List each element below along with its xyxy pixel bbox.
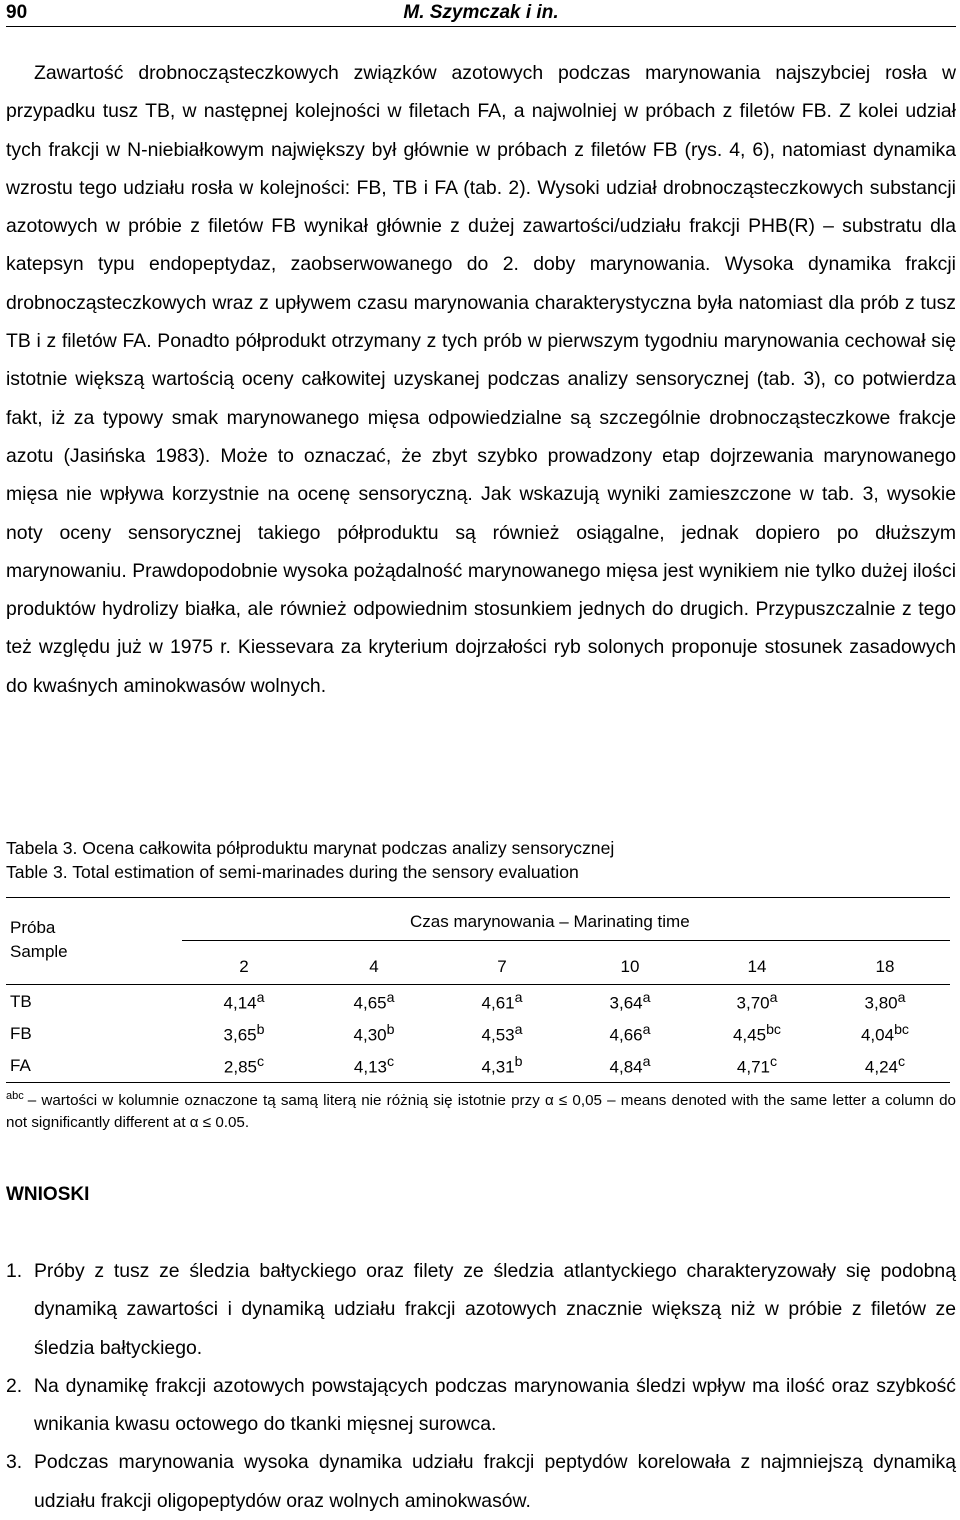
cell-value: 4,04 — [860, 1025, 895, 1045]
page-header — [6, 2, 956, 27]
table-cell — [712, 990, 802, 1014]
table-subheader-rule — [182, 940, 950, 941]
cell-superscript: a — [897, 990, 906, 1006]
table-header-sample — [10, 916, 68, 964]
cell-value: 3,70 — [736, 993, 770, 1013]
cell-superscript: bc — [766, 1022, 782, 1038]
table-cell — [840, 990, 930, 1014]
cell-superscript: a — [256, 990, 265, 1006]
page-number: 90 — [6, 2, 28, 23]
sample-header-pl: Próba — [10, 918, 56, 937]
cell-superscript: a — [642, 1054, 651, 1070]
table-cell — [840, 1022, 930, 1046]
item-number: 3. — [6, 1451, 23, 1474]
table-footnote — [6, 1090, 956, 1134]
list-item — [6, 1367, 956, 1444]
cell-value: 4,71 — [736, 1057, 770, 1077]
item-text: Próby z tusz ze śledzia bałtyckiego oraz filety ze śledzia atlantyckiego charakteryzowały się podobną dynamiką zawartości i dynamiką udziału frakcji azotowych znacznie większą niż w próbie z filetów ze śledzia bałtyckiego. — [34, 1260, 956, 1359]
cell-value: 4,31 — [481, 1057, 515, 1077]
table-cell — [457, 1054, 547, 1078]
cell-value: 4,66 — [609, 1025, 643, 1045]
body-paragraph: Zawartość drobnocząsteczkowych związków azotowych podczas marynowania najszybciej rosła w przypadku tusz TB, w następnej kolejności w filetach FA, a najwolniej w próbach z filetów FB. Z kolei udział tych frakcji w N-niebiałkowym największy był głównie w próbach z filetów FB (rys. 4, 6), natomiast dynamika wzrostu tego udziału rosła w kolejności: FB, TB i FA (tab. 2). Wysoki udział drobnocząsteczkowych substancji azotowych w próbie z filetów FB wynikał głównie z dużej zawartości/udziału frakcji PHB(R) – substratu dla katepsyn typu endopeptydaz, zaobserwowanego do 2. doby marynowania. Wysoka dynamika frakcji drobnocząsteczkowych wraz z upływem czasu marynowania charakterystyczna była natomiast dla prób z tusz TB i z filetów FA. Ponadto półprodukt otrzymany z tych prób w pierwszym tygodniu marynowania cechował się istotnie większą wartością oceny całkowitej uzyskanej podczas analizy sensorycznej (tab. 3), co potwierdza fakt, iż za typowy smak marynowanego mięsa odpowiedzialne są szczególnie drobnocząsteczkowe frakcje azotu (Jasińska 1983). Może to oznaczać, że zbyt szybko prowadzony etap dojrzewania marynowanego mięsa nie wpływa korzystnie na ocenę sensoryczną. Jak wskazują wyniki zamieszczone w tab. 3, wysokie noty oceny sensorycznej takiego półproduktu są również osiągalne, jednak dopiero po dłuższym marynowaniu. Prawdopodobnie wysoka pożądalność marynowanego mięsa jest wynikiem nie tylko dużej ilości produktów hydrolizy białka, ale również odpowiednim stosunkiem jednych do drugich. Przypuszczalnie z tego też względu już w 1975 r. Kiessevara za kryterium dojrzałości ryb solonych proponuje stosunek zasadowych do kwaśnych aminokwasów wolnych. — [6, 62, 956, 697]
table-cell — [457, 990, 547, 1014]
sample-header-en: Sample — [10, 942, 68, 961]
table-cell — [199, 1022, 289, 1046]
item-number: 2. — [6, 1374, 23, 1397]
cell-superscript: a — [514, 990, 523, 1006]
table-cell — [712, 1054, 802, 1078]
cell-value: 4,14 — [223, 993, 257, 1013]
item-text: Na dynamikę frakcji azotowych powstających podczas marynowania śledzi wpływ ma ilość oraz szybkość wnikania kwasu octowego do tkanki mięsnej surowca. — [34, 1374, 956, 1436]
cell-value: 2,85 — [223, 1057, 257, 1077]
column-header: 2 — [239, 957, 249, 976]
cell-superscript: c — [387, 1054, 395, 1070]
cell-value: 4,61 — [481, 993, 515, 1013]
list-item — [6, 1252, 956, 1367]
column-header: 7 — [497, 957, 507, 976]
footnote-marker: abc — [6, 1089, 24, 1102]
cell-value: 4,45 — [732, 1025, 767, 1045]
table-header-rule — [6, 984, 950, 985]
row-label: FB — [10, 1024, 32, 1043]
column-header: 10 — [620, 957, 640, 976]
cell-superscript: a — [642, 990, 651, 1006]
cell-superscript: a — [386, 990, 395, 1006]
row-label: TB — [10, 992, 32, 1011]
item-number: 1. — [6, 1260, 23, 1282]
table-header-marinating-time: Czas marynowania – Marinating time — [410, 912, 690, 931]
cell-value: 4,53 — [481, 1025, 515, 1045]
table-caption-en: Table 3. Total estimation of semi-marinades during the sensory evaluation — [6, 862, 579, 882]
cell-superscript: c — [898, 1054, 906, 1070]
footnote-text: – wartości w kolumnie oznaczone tą samą literą nie różnią się istotnie przy α ≤ 0,05 – means denoted with the same letter a column do not significantly different at α ≤ 0.05. — [6, 1092, 956, 1131]
cell-superscript: c — [770, 1054, 778, 1070]
table-cell — [585, 1054, 675, 1078]
table-cell — [585, 1022, 675, 1046]
column-header: 18 — [875, 957, 895, 976]
cell-superscript: c — [257, 1054, 265, 1070]
table-top-rule — [6, 897, 950, 898]
cell-value: 4,65 — [353, 993, 387, 1013]
cell-value: 4,30 — [353, 1025, 387, 1045]
column-header: 14 — [747, 957, 767, 976]
cell-superscript: b — [256, 1022, 265, 1038]
cell-value: 4,24 — [864, 1057, 898, 1077]
table-cell — [329, 1054, 419, 1078]
table-cell — [712, 1022, 802, 1046]
table-cell — [457, 1022, 547, 1046]
cell-superscript: bc — [894, 1022, 910, 1038]
cell-superscript: b — [514, 1054, 523, 1070]
running-head-authors: M. Szymczak i in. — [403, 2, 559, 23]
table-cell — [329, 1022, 419, 1046]
table-caption — [6, 836, 956, 884]
cell-value: 4,84 — [609, 1057, 643, 1077]
table-cell — [199, 1054, 289, 1078]
cell-superscript: a — [769, 990, 778, 1006]
cell-value: 3,65 — [223, 1025, 257, 1045]
cell-superscript: b — [386, 1022, 395, 1038]
table-cell — [840, 1054, 930, 1078]
table-cell — [585, 990, 675, 1014]
cell-superscript: a — [642, 1022, 651, 1038]
cell-value: 3,64 — [609, 993, 643, 1013]
cell-value: 4,13 — [353, 1057, 387, 1077]
table-cell — [329, 990, 419, 1014]
table-bottom-rule — [6, 1082, 950, 1083]
conclusions-list — [6, 1252, 956, 1520]
cell-value: 3,80 — [864, 993, 898, 1013]
list-item — [6, 1443, 956, 1520]
column-header: 4 — [369, 957, 379, 976]
row-label: FA — [10, 1056, 31, 1075]
table-caption-pl: Tabela 3. Ocena całkowita półproduktu marynat podczas analizy sensorycznej — [6, 838, 615, 858]
item-text: Podczas marynowania wysoka dynamika udziału frakcji peptydów korelowała z najmniejszą dynamiką udziału frakcji oligopeptydów oraz wolnych aminokwasów. — [34, 1451, 956, 1512]
table-cell — [199, 990, 289, 1014]
cell-superscript: a — [514, 1022, 523, 1038]
section-title-conclusions: WNIOSKI — [6, 1184, 90, 1205]
